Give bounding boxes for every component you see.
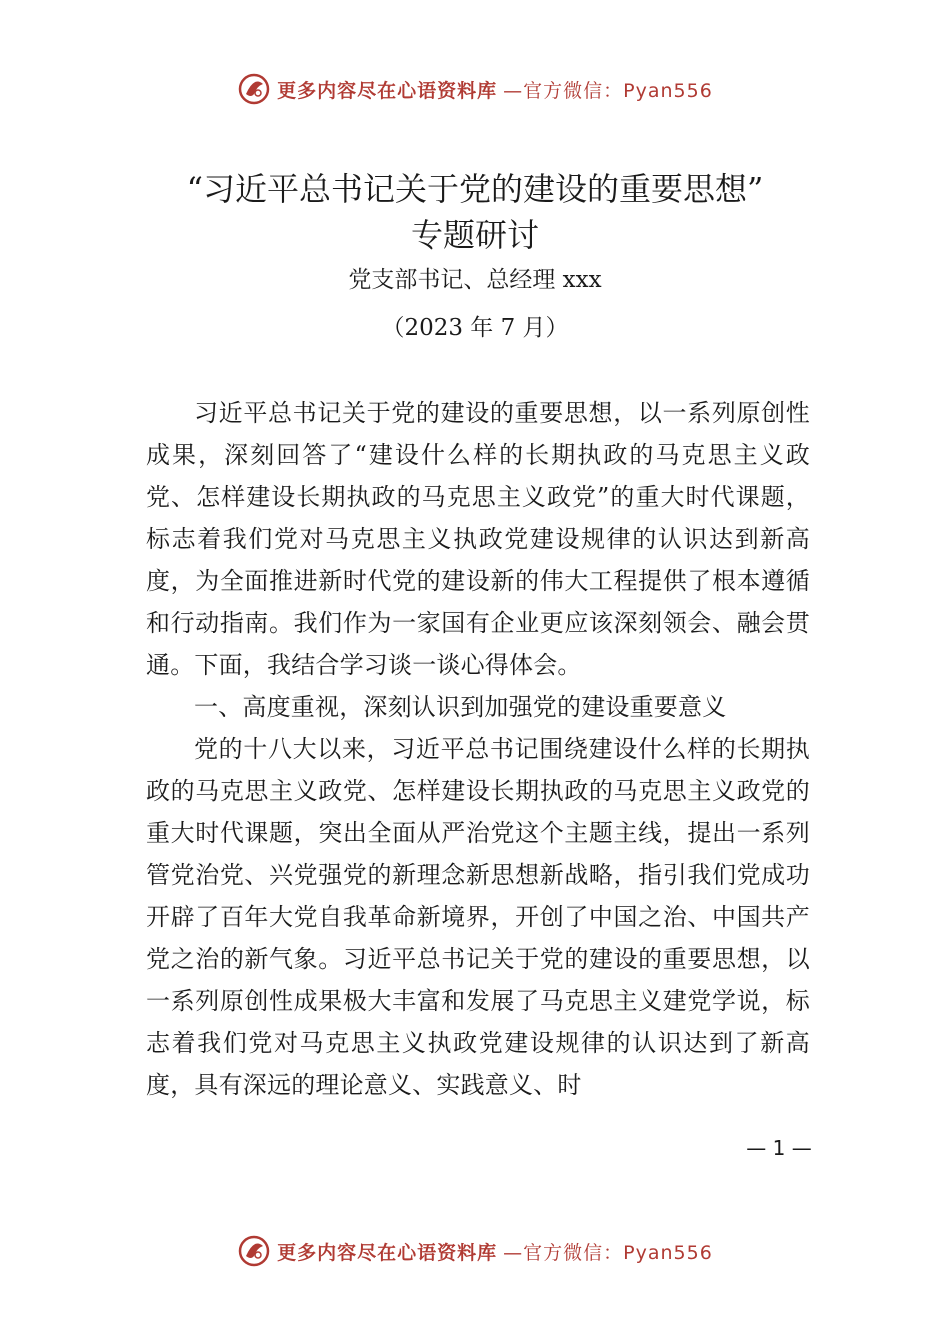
section-heading-1: 一、高度重视，深刻认识到加强党的建设重要意义	[194, 693, 727, 721]
paragraph-section1: 党的十八大以来，习近平总书记围绕建设什么样的长期执政的马克思主义政党、怎样建设长期执政的马克思主义政党的重大时代课题，突出全面从严治党这个主题主线，提出一系列管党治党、兴党强党的新理念新思想新战略，指引我们党成功开辟了百年大党自我革命新境界，开创了中国之治、中国共产党之治的新气象。习近平总书记关于党的建设的重要思想，以一系列原创性成果极大丰富和发展了马克思主义建党学说，标志着我们党对马克思主义执政党建设规律的认识达到了新高度，具有深远的理论意义、实践意义、时	[146, 735, 810, 1099]
page-number: — 1 —	[746, 1136, 812, 1160]
document-title-line2: 专题研讨	[410, 216, 539, 254]
watermark-contact-text: —官方微信：Pyan556	[503, 79, 713, 102]
document-author: 党支部书记、总经理 xxx	[348, 267, 602, 293]
paragraph-intro: 习近平总书记关于党的建设的重要思想，以一系列原创性成果，深刻回答了“建设什么样的长期执政的马克思主义政党、怎样建设长期执政的马克思主义政党”的重大时代课题，标志着我们党对马克思主义执政党建设规律的认识达到新高度，为全面推进新时代党的建设新的伟大工程提供了根本遵循和行动指南。我们作为一家国有企业更应该深刻领会、融会贯通。下面，我结合学习谈一谈心得体会。	[146, 399, 810, 679]
document-title-line1: “习近平总书记关于党的建设的重要思想”	[186, 170, 764, 208]
shield-logo-icon	[237, 72, 271, 106]
watermark-contact-text: —官方微信：Pyan556	[503, 1241, 713, 1264]
watermark-top	[0, 72, 950, 106]
shield-logo-icon	[237, 1234, 271, 1268]
document-body	[146, 392, 810, 1106]
watermark-main-text: 更多内容尽在心语资料库	[277, 1241, 498, 1264]
document-date: （2023 年 7 月）	[381, 315, 569, 341]
watermark-main-text: 更多内容尽在心语资料库	[277, 79, 498, 102]
watermark-bottom	[0, 1234, 950, 1268]
